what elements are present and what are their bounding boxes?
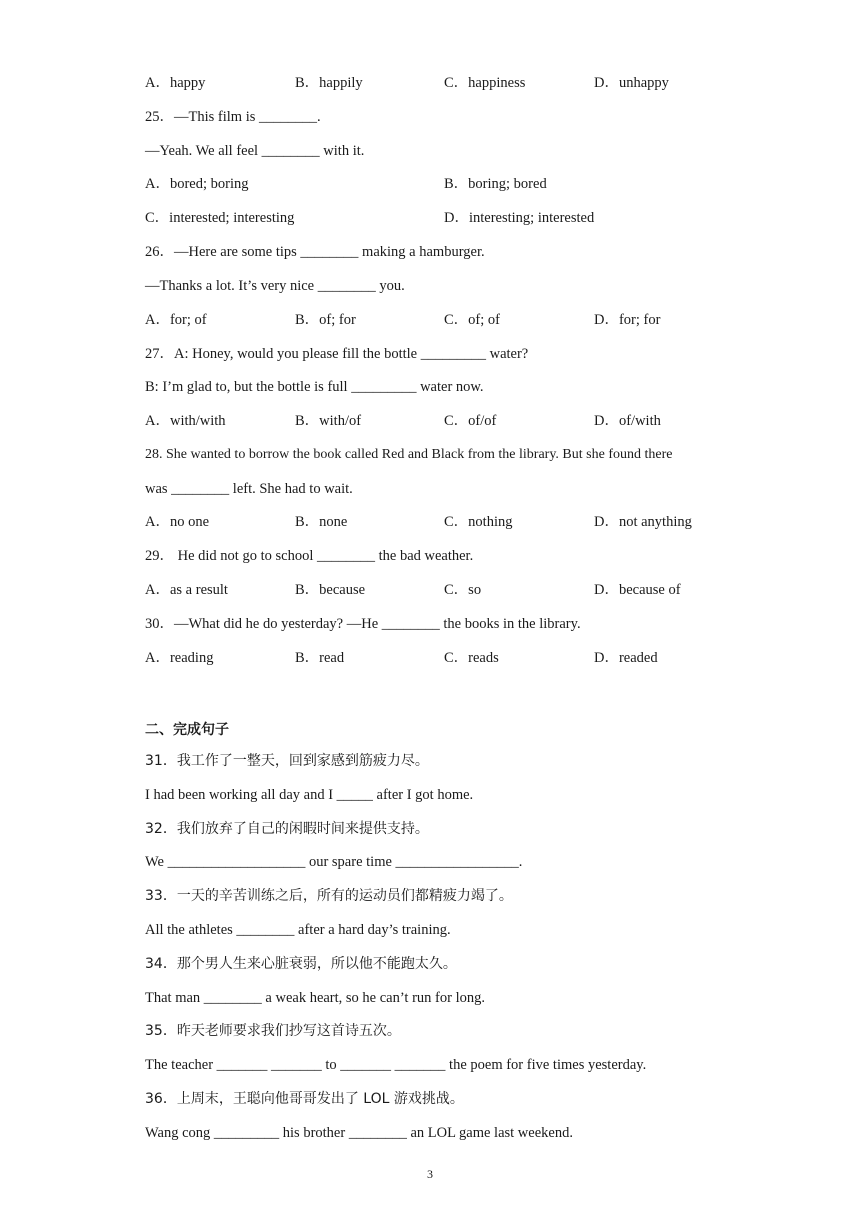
q24-option-a: A．happy: [145, 75, 206, 91]
q27-option-b: B．with/of: [295, 413, 362, 429]
q32-english: We ___________________ our spare time _________________.: [145, 854, 523, 870]
q28-line-2: was ________ left. She had to wait.: [145, 481, 353, 497]
q29-line-1: 29． He did not go to school ________ the bad weather.: [145, 548, 474, 564]
q31-chinese: 31．我工作了一整天，回到家感到筋疲力尽。: [145, 753, 429, 769]
q26-option-c: C．of; of: [444, 312, 500, 328]
q25-option-b: B．boring; bored: [444, 176, 547, 192]
q27-option-d: D．of/with: [594, 413, 661, 429]
q30-line-1: 30．—What did he do yesterday? —He ________ the books in the library.: [145, 616, 581, 632]
q35-chinese: 35．昨天老师要求我们抄写这首诗五次。: [145, 1023, 401, 1039]
q25-line-1: 25．—This film is ________.: [145, 109, 321, 125]
section-title: 二、完成句子: [145, 722, 229, 738]
q28-line-1: 28. She wanted to borrow the book called Red and Black from the library. But she found there: [145, 447, 673, 462]
q33-english: All the athletes ________ after a hard day’s training.: [145, 922, 451, 938]
q26-line-1: 26．—Here are some tips ________ making a hamburger.: [145, 244, 485, 260]
q28-option-b: B．none: [295, 514, 348, 530]
q35-english: The teacher _______ _______ to _______ _______ the poem for five times yesterday.: [145, 1057, 647, 1073]
q25-option-c: C．interested; interesting: [145, 210, 295, 226]
q28-option-d: D．not anything: [594, 514, 692, 530]
q36-chinese: 36．上周末，王聪向他哥哥发出了 LOL 游戏挑战。: [145, 1091, 464, 1107]
q29-option-c: C．so: [444, 582, 482, 598]
q27-option-c: C．of/of: [444, 413, 497, 429]
q25-option-a: A．bored; boring: [145, 176, 249, 192]
q33-chinese: 33．一天的辛苦训练之后，所有的运动员们都精疲力竭了。: [145, 888, 513, 904]
q25-line-2: —Yeah. We all feel ________ with it.: [145, 143, 365, 159]
q24-option-b: B．happily: [295, 75, 363, 91]
q36-english: Wang cong _________ his brother ________ an LOL game last weekend.: [145, 1125, 573, 1141]
q28-option-a: A．no one: [145, 514, 210, 530]
q26-option-b: B．of; for: [295, 312, 356, 328]
q29-option-b: B．because: [295, 582, 366, 598]
q30-option-d: D．readed: [594, 650, 658, 666]
q27-line-2: B: I’m glad to, but the bottle is full _________ water now.: [145, 379, 484, 395]
q27-line-1: 27．A: Honey, would you please fill the bottle _________ water?: [145, 346, 529, 362]
page-number: 3: [427, 1167, 433, 1181]
q26-option-a: A．for; of: [145, 312, 207, 328]
q30-option-c: C．reads: [444, 650, 499, 666]
q29-option-d: D．because of: [594, 582, 681, 598]
q28-option-c: C．nothing: [444, 514, 513, 530]
q24-option-d: D．unhappy: [594, 75, 669, 91]
q26-line-2: —Thanks a lot. It’s very nice ________ you.: [145, 278, 405, 294]
q31-english: I had been working all day and I _____ after I got home.: [145, 787, 474, 803]
q34-chinese: 34．那个男人生来心脏衰弱，所以他不能跑太久。: [145, 956, 457, 972]
q29-option-a: A．as a result: [145, 582, 228, 598]
q26-option-d: D．for; for: [594, 312, 661, 328]
q27-option-a: A．with/with: [145, 413, 226, 429]
q34-english: That man ________ a weak heart, so he can’t run for long.: [145, 990, 485, 1006]
q30-option-b: B．read: [295, 650, 345, 666]
q24-option-c: C．happiness: [444, 75, 526, 91]
q25-option-d: D．interesting; interested: [444, 210, 595, 226]
q32-chinese: 32．我们放弃了自己的闲暇时间来提供支持。: [145, 821, 429, 837]
q30-option-a: A．reading: [145, 650, 214, 666]
